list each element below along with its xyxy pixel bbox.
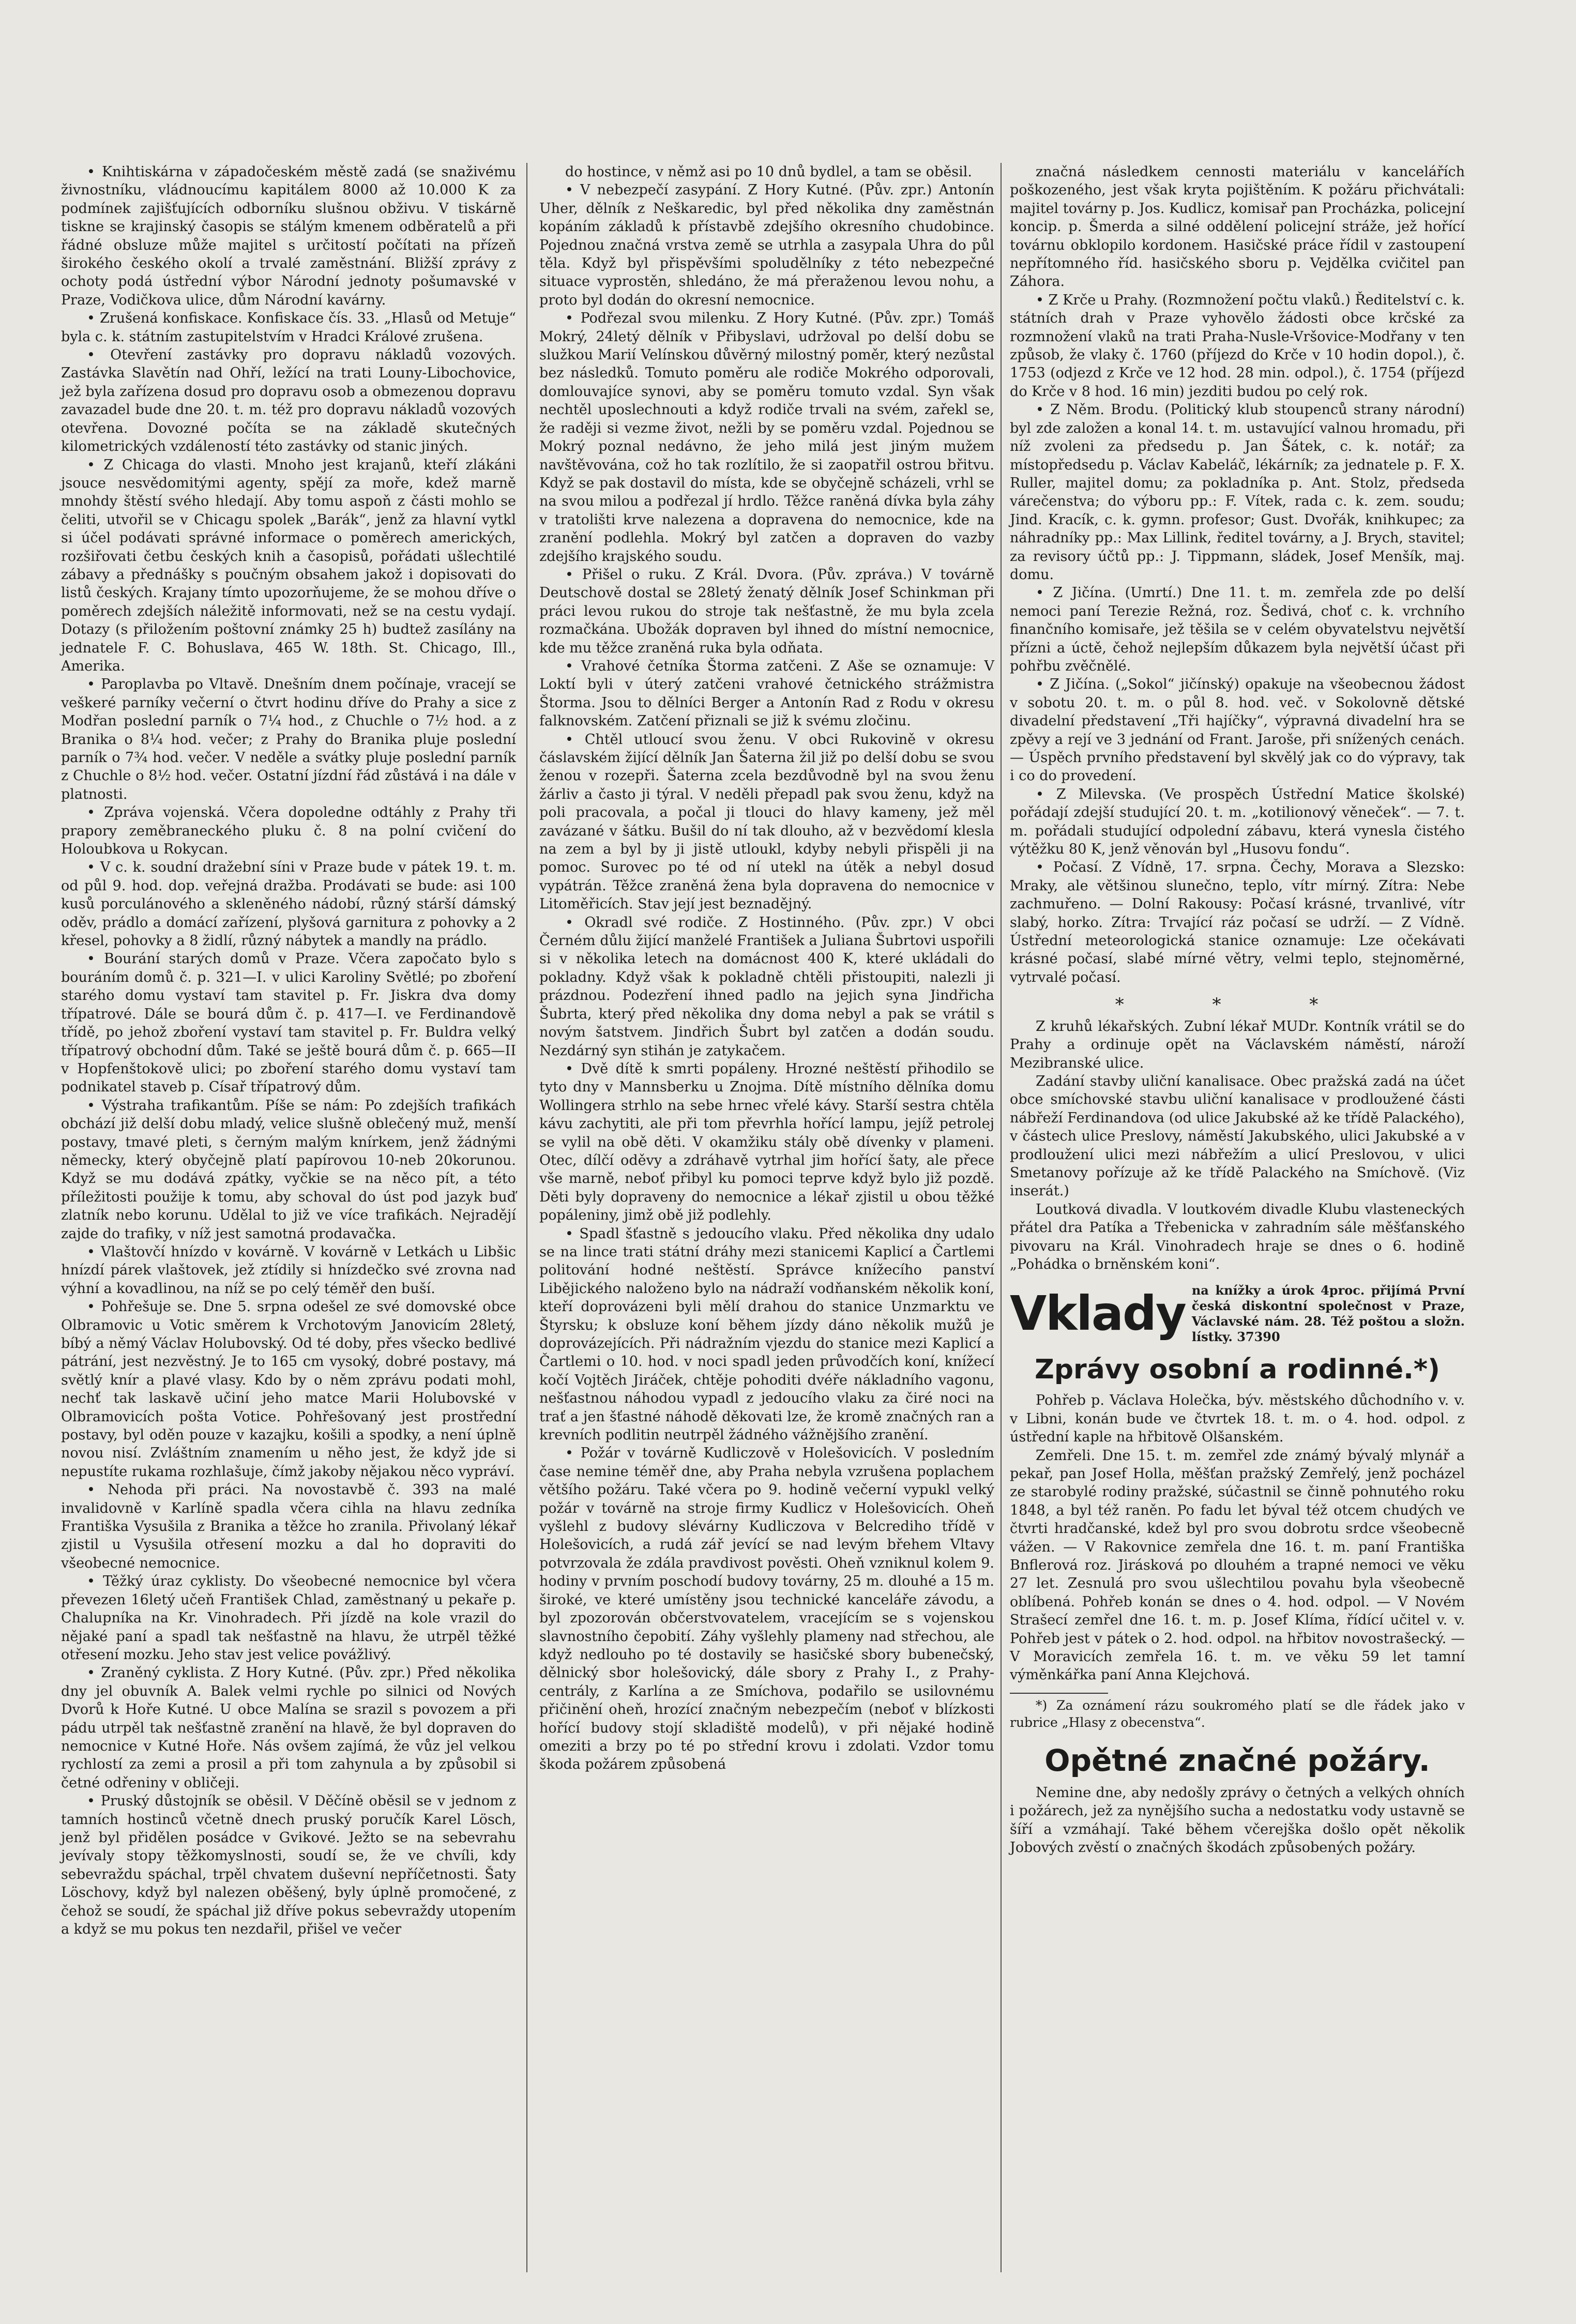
article: Zemřeli. Dne 15. t. m. zemřel zde známý bývalý mlynář a pekař, pan Josef Holla, měšťan pražský Zemřelý, jenž pocházel ze starobylé rodiny pražské, súčastnil se činně pohnutého roku 1848, a byl též raněn. Po fadu let býval též otcem chudých ve čtvrti hradčanské, kdež byl pro svou dobrotu srdce všeobecně vážen. — V Rakovnice zemřela dne 16. t. m. paní Františka Bnflerová roz. Jirásková po dlouhém a trapné nemoci ve věku 27 let. Zesnulá pro svou ušlechtilou povahu byla všeobecně oblíbená. Pohřeb konán se dnes o 4. hod. odpol. — V Novém Strašecí zemřel dne 16. t. m. p. Josef Klíma, řídící učitel v. v. Pohřeb jest v pátek o 2. hod. odpol. na hřbitov novostrašecký. — V Moravicích zemřela 16. t. m. ve věku 59 let tamní výměnkářka paní Anna Klejchová. — [1010, 1447, 1465, 1683]
article: • Počasí. Z Vídně, 17. srpna. Čechy, Morava a Slezsko: Mraky, ale většinou slunečno, teplo, vítr mírný. Zítra: Nebe zachmuřeno. — Dolní Rakousy: Počasí krásné, trvanlivé, vítr slabý, horko. Zítra: Trvající ráz počasí se udrží. — Z Vídně. Ústřední meteorologická stanice oznamuje: Lze očekávati krásné počasí, slabé mírné větry, velmi teplo, stejnoměrné, vytrvalé počasí. — [1010, 859, 1465, 985]
article: do hostince, v němž asi po 10 dnů bydlel, a tam se oběsil. — [565, 164, 972, 180]
section-heading: Opětné značné požáry. — [1044, 1742, 1430, 1778]
footnote: *) Za oznámení rázu soukromého platí se dle řádek jako v rubrice „Hlasy z obecenstva“. — [1010, 1697, 1465, 1730]
article: • Paroplavba po Vltavě. Dnešním dnem počínaje, vracejí se veškeré parníky večerní o čtvrt hodinu dříve do Prahy a sice z Modřan poslední parník o 7¼ hod., z Chuchle o 7½ hod. a z Branika o 8¼ hod. večer; z Prahy do Branika pluje poslední parník o 7¾ hod. večer. V neděle a svátky pluje poslední parník z Chuchle o 8½ hod. večer. Ostatní jízdní řád zůstává i na dále v platnosti. — [61, 676, 516, 802]
article: • Chtěl utloucí svou ženu. V obci Rukovině v okresu čáslavském žijící dělník Jan Šaterna žil již po delší dobu se svou ženou v rozepři. Šaterna zcela bezdůvodně byl na svou ženu žárliv a často ji týral. V neděli přepadl pak svou ženu, když na poli pracovala, a počal ji tlouci do hlavy kameny, jež měl zavázané v šátku. Bušil do ní tak dlouho, až v bezvědomí klesla na zem a byl by ji jistě utloukl, kdyby nebyli přispěli ji na pomoc. Surovec po té od ní utekl na útěk a nebyl dosud vypátrán. Těžce zraněná žena byla dopravena do nemocnice v Litoměřicích. Stav její jest beznadějný. — [539, 731, 994, 913]
article: • Těžký úraz cyklisty. Do všeobecné nemocnice byl včera převezen 16letý učeň František Chlad, zaměstnaný u pekaře p. Chalupníka na Kr. Vinohradech. Při jízdě na kole vrazil do nějaké paní a spadl tak nešťastně na hlavu, že utrpěl těžké otřesení mozku. Jeho stav jest velice povážlivý. — [61, 1573, 516, 1663]
article: • Zrušená konfiskace. Konfiskace čís. 33. „Hlasů od Metuje“ byla c. k. státním zastupitelstvím v Hradci Králové zrušena. — [61, 310, 516, 345]
article: • Spadl šťastně s jedoucího vlaku. Před několika dny udalo se na lince trati státní dráhy mezi stanicemi Kaplicí a Čartlemi politování hodné neštěstí. Správce knížecího panství Libějického naloženo bylo na nádraží vodňanském několik koní, kteří doprovázeni byli mělí drahou do stanice Unzmarktu ve Štyrsku; k obsluze koní během jízdy dáno několik mužů je doprovázejících. Při nádražním vjezdu do stanice mezi Kaplicí a Čartlemi o 10. hod. v noci spadl jeden průvodčích koní, knížecí kočí Vojtěch Jiráček, chtěje pohoditi dvéře nákladního vagonu, nešťastnou náhodou vypadl z jedoucího vlaku za čiré noci na trať a jen šťastné náhodě děkovati lze, že kromě značných ran a krevních podlitin neutrpěl žádného vážnějšího zranění. — [539, 1225, 994, 1444]
column-middle — [539, 163, 994, 1774]
section-heading: Zprávy osobní a rodinné.*) — [1035, 1354, 1440, 1386]
column-right — [1010, 163, 1465, 1857]
column-divider — [1001, 163, 1002, 2272]
article: Pohřeb p. Václava Holečka, býv. městského důchodního v. v. v Libni, konán bude ve čtvrtek 18. t. m. o 4. hod. odpol. z ústřední kaple na hřbitově Olšanském. — [1010, 1392, 1465, 1446]
article: • Podřezal svou milenku. Z Hory Kutné. (Pův. zpr.) Tomáš Mokrý, 24letý dělník v Přibyslavi, udržoval po delší dobu se služkou Marií Velínskou důvěrný milostný poměr, který nezůstal bez následků. Tomuto poměru ale rodiče Mokrého odporovali, domlouvajíce synovi, aby se poměru tomuto vzdal. Syn však nechtěl uposlechnouti a když rodiče trvali na svém, zařekl se, že raději si vezme život, nežli by se poměru vzdal. Pojednou se Mokrý poznal nedávno, že jeho milá jest jiným mužem navštěvována, což ho tak rozlítilo, že si zaopatřil ostrou břitvu. Když se pak dostavil do místa, kde se obyčejně scházeli, vrhl se na svou milou a podřezal jí hrdlo. Těžce raněná dívka byla záhy v tratolišti krve nalezena a dopravena do nemocnice, kde na zranění podlehla. Mokrý byl zatčen a dopraven do vazby zdejšího krajského soudu. — [539, 310, 994, 565]
article: • Pohřešuje se. Dne 5. srpna odešel ze své domovské obce Olbramovic u Votic směrem k Vrchotovým Janovicím 28letý, bíbý a němý Václav Holubovský. Od té doby, přes všecko bedlivé pátrání, jest nezvěstný. Je to 165 cm vysoký, dobré postavy, má světlý knír a plavé vlasy. Kdo by o něm zprávu podati mohl, nechť tak laskavě učiní jeho matce Marii Holubovské v Olbramovicích pošta Votice. Pohřešovaný jest prostřední postavy, byl oděn pouze v kazajku, košili a spodky, a není úplně novou nisí. Zvláštním znamením u něho jest, že když jde si nepustíte rukama rozhlašuje, čímž jakoby nějakou něco vypráví. — [61, 1299, 516, 1480]
article: • Dvě dítě k smrti popáleny. Hrozné neštěstí přihodilo se tyto dny v Mannsberku u Znojma. Dítě místního dělníka domu Wollingera strhlo na sebe hrnec vřelé kávy. Starší sestra chtěla kávu zachytiti, ale při tom převrhla hořící lampu, jejíž petrolej se vylil na obě děti. V okamžiku stály obě dívenky v plameni. Otec, dílčí oděvy a zdráhavě vytrhal jim hořící šaty, ale přece vše marně, neboť přibyl ku pomoci teprve když bylo již pozdě. Děti byly dopraveny do nemocnice a lékař zjistil u obou těžké popáleniny, jimž obě již podlehly. — [539, 1060, 994, 1224]
article: • Výstraha trafikantům. Píše se nám: Po zdejších trafikách obchází již delší dobu mladý, velice slušně oblečený muž, menší postavy, tmavé pleti, s černým malým knírkem, jenž žádnými německy, který obyčejně platí papírovou 10-neb 20korunou. Když se mu dodává zpátky, vyčkie se na něco pít, a této příležitosti použije k tomu, aby schoval do úst pod jazyk buď zlatník nebo korunu. Udělal to již ve více trafikách. Nejradějí zajde do trafiky, v níž jest samotná prodavačka. — [61, 1097, 516, 1242]
ad-text: na knížky a úrok 4proc. přijímá První česká diskontní společnost v Praze, Václavské nám. 28. Též poštou a složn. lístky. 37390 — [1191, 1283, 1465, 1345]
article: značná následkem cennosti materiálu v kancelářích poškozeného, jest však kryta pojištěním. K požáru přichvátali: majitel továrny p. Jos. Kudlicz, komisař pan Procházka, policejní koncip. p. Šmerda a silné oddělení policejní stráže, jež hořící továrnu obklopilo kordonem. Hasičské práce řídil v zastoupení nepřítomného říd. hasičského sboru p. Vejdělka cvičitel pan Záhora. — [1010, 164, 1465, 290]
article: • Nehoda při práci. Na novostavbě č. 393 na malé invalidovně v Karlíně spadla včera cihla na hlavu zedníka Františka Vysušila z Branika a těžce ho zranila. Přivolaný lékař zjistil u Vysušila otřesení mozku a dal ho dopraviti do všeobecné nemocnice. — [61, 1482, 516, 1571]
article: • Vlaštovčí hnízdo v kovárně. V kovárně v Letkách u Libšic hnízdí párek vlaštovek, jež ztídily si hnízdečko své zrovna nad výhní a kovadlinou, na níž se po celý téměř den buší. — [61, 1243, 516, 1297]
article: • Z Něm. Brodu. (Politický klub stoupenců strany národní) byl zde založen a konal 14. t. m. ustavující valnou hromadu, při níž zvoleni za předsedu p. Jan Šátek, c. k. notář; za místopředsedu p. Václav Kabeláč, lékárník; za jednatele p. F. X. Ruller, majitel domu; za pokladníka p. Ant. Stolz, předseda várečenstva; do výboru pp.: F. Vítek, rada c. k. zem. soudu; Jind. Kracík, c. k. gymn. profesor; Gust. Dvořák, knihkupec; za náhradníky pp.: Max Lillink, ředitel továrny, a J. Brych, stavitel; za revisory účtů pp.: J. Tippmann, sládek, Josef Menšík, maj. domu. — [1010, 402, 1465, 583]
article: • Požár v továrně Kudliczově v Holešovicích. V posledním čase nemine téměř dne, aby Praha nebyla vzrušena poplachem většího požáru. Také včera po 9. hodině večerní vypukl velký požár v továrně na stroje firmy Kudlicz v Holešovicích. Oheň vyšlehl z budovy slévárny Kudliczova v Belcrediho třídě v Holešovicích, a rudá zář jevící se nad levým břehem Vltavy potvrzovala že zdála pravdivost pověsti. Oheň vzniknul kolem 9. hodiny v prvním poschodí budovy továrny, 25 m. dlouhé a 15 m. široké, ve které umístěny jsou technické kanceláře závodu, a byl zpozorován občerstvovatelem, vracejícím se s vojenskou slavnostního čepobití. Záhy vyšlehly plameny nad střechou, ale když nedlouho po té dostavily se hasičské sbory bubenečský, dělnický sbor holešovický, dále sbory z Prahy I., z Prahy-centrály, z Karlína a ze Smíchova, podařilo se usilovnému přičinění oheň, hrozící značným nebezpečím (neboť v blízkosti hořící budovy stojí skladiště modelů), v při nějaké hodině omeziti a brzy po té po střední krovu i zdolati. Vzdor tomu škoda požárem způsobená — [539, 1445, 994, 1773]
article: • Otevření zastávky pro dopravu nákladů vozových. Zastávka Slavětín nad Ohří, ležící na trati Louny-Libochovice, jež byla zařízena dosud pro dopravu osob a obmezenou dopravu zavazadel bude dne 20. t. m. též pro dopravu nákladů vozových otevřena. Dovozné počíta se na základě skutečných kilometrických vzdáleností této zastávky od stanic jiných. — [61, 347, 516, 455]
article: • Vrahové četníka Štorma zatčeni. Z Aše se oznamuje: V Loktí byli v úterý zatčeni vrahové četnického strážmistra Štorma. Jsou to dělníci Berger a Antonín Rad z Rodu v okresu falknovském. Zatčení přiznali se již k svému zločinu. — [539, 658, 994, 730]
article: • Z Krče u Prahy. (Rozmnožení počtu vlaků.) Ředitelství c. k. státních drah v Praze vyhovělo žádosti obce krčské za rozmnožení vlaků na trati Praha-Nusle-Vršovice-Modřany v ten způsob, že vlaky č. 1760 (příjezd do Krče v 10 hodin dopol.), č. 1753 (odjezd z Krče ve 12 hod. 28 min. odpol.), č. 1754 (příjezd do Krče v 8 hod. 16 min) jezditi budou po celý rok. — [1010, 292, 1465, 400]
article: • Z Chicaga do vlasti. Mnoho jest krajanů, kteří zlákáni jsouce nesvědomitými agenty, spějí za moře, kdež marně mnohdy štěstí svého hledají. Aby tomu aspoň z části mohlo se čeliti, utvořil se v Chicagu spolek „Barák“, jenž za hlavní vytkl si účel podávati správné informace o poměrech amerických, rozšiřovati četbu českých knih a časopisů, pořádati ušlechtilé zábavy a přednášky s poučným obsahem jakož i dopisovati do listů českých. Krajany tímto upozorňujeme, že se mohou dříve o poměrech zdejších náležitě informovati, než se na cestu vydají. Dotazy (s přiložením poštovní známky 25 h) budtež zasílány na jednatele F. C. Bohuslava, 465 W. 18th. St. Chicago, Ill., Amerika. — [61, 457, 516, 674]
article: Nemine dne, aby nedošly zprávy o četných a velkých ohních i požárech, jež za nynějšího sucha a nedostatku vody ustavně se šíří a vzmáhají. Také během včerejška došlo opět několik Jobových zvěstí o značných škodách způsobených požáry. — [1010, 1784, 1465, 1856]
advertisement — [1010, 1283, 1465, 1345]
article: • Bourání starých domů v Praze. Včera započato bylo s bouráním domů č. p. 321—I. v ulici Karoliny Světlé; po zboření starého domu vystaví tam stavitel p. Fr. Jiskra dva domy třípatrové. Dále se bourá dům č. p. 417—I. ve Ferdinandově třídě, po jehož zboření vystaví tam stavitel p. Fr. Buldra velký třípatrový obchodní dům. Také se ještě bourá dům č. p. 665—II v Hopfenštokově ulici; po zboření starého domu vystaví tam podnikatel staveb p. Císař třípatrový dům. — [61, 951, 516, 1096]
article: • Přišel o ruku. Z Král. Dvora. (Pův. zpráva.) V továrně Deutschově dostal se 28letý ženatý dělník Josef Schinkman při práci levou rukou do stroje tak nešťastně, že mu byla zcela rozmačkána. Ubožák dopraven byl ihned do místní nemocnice, kde mu těžce zraněná ruka byla odňata. — [539, 566, 994, 656]
column-left — [61, 163, 516, 1938]
article: • V c. k. soudní dražební síni v Praze bude v pátek 19. t. m. od půl 9. hod. dop. veřejná dražba. Prodávati se bude: asi 100 kusů porculánového a skleněného nádobí, různý stárší dámský oděv, prádlo a domácí zařízení, plyšová garnitura z pohovky a 2 křesel, pohovky a 8 židlí, různý nábytek a mandly na prádlo. — [61, 859, 516, 949]
article: • V nebezpečí zasypání. Z Hory Kutné. (Pův. zpr.) Antonín Uher, dělník z Neškaredic, byl před několika dny zaměstnán kopáním základů k přístavbě zdejšího okresního chudobince. Pojednou značná vrstva země se utrhla a zasypala Uhra do půl těla. Když byl přispěvšími spoludělníky z této nebezpečné situace vyprostěn, shledáno, že má přeraženou levou nohu, a proto byl dodán do okresní nemocnice. — [539, 182, 994, 308]
article: • Z Jičína. (Umrtí.) Dne 11. t. m. zemřela zde po delší nemoci paní Terezie Režná, roz. Šedivá, choť c. k. vrchního finančního komisaře, jež těšila se v celém obyvatelstvu největší přízni a úctě, čehož nejlepším důkazem byla největší účast při pohřbu zvěčnělé. — [1010, 585, 1465, 674]
article: Zadání stavby uliční kanalisace. Obec pražská zadá na účet obce smíchovské stavbu uliční kanalisace v prodloužené části nábřeží Ferdinandova (od ulice Jakubské až ke třídě Palackého), v částech ulice Preslovy, náměstí Jakubského, ulici Jakubské a v prodloužení ulici mezi nábřežím a ulicí Preslovou, v ulici Smetanovy pořízuje až ke třídě Palackého na Smíchově. (Viz inserát.) — [1010, 1073, 1465, 1199]
article: Loutková divadla. V loutkovém divadle Klubu vlasteneckých přátel dra Patíka a Třebenicka v zahradním sále měšťanského pivovaru na Král. Vinohradech hraje se dnes o 6. hodině „Pohádka o brněnském koni“. — [1010, 1201, 1465, 1272]
ad-headline: Vklady — [1010, 1286, 1186, 1342]
article: • Knihtiskárna v západočeském městě zadá (se snaživému živnostníku, vládnoucímu kapitálem 8000 až 10.000 K za podmínek zajišťujících odborníku slušnou obživu. V tiskárně tiskne se krajinský časopis se stálým kmenem odběratelů a při řádné obsluze může majitel s určitostí počítati na přízeň širokého českého okolí a trvalé zaměstnání. Bližší zprávy z ochoty podá ústřední výbor Národní jednoty pošumavské v Praze, Vodičkova ulice, dům Národní kavárny. — [61, 164, 516, 308]
article: • Okradl své rodiče. Z Hostinného. (Pův. zpr.) V obci Černém důlu žijící manželé František a Juliana Šubrtovi uspořili si v několika letech na domácnost 400 K, které ukládali do pokladny. Když však k pokladně chtěli přistoupiti, nalezli ji prázdnou. Podezření ihned padlo na jejich syna Jindřicha Šubrta, který před několika dny doma nebyl a pak se vrátil s novým šatstvem. Jindřich Šubrt byl zatčen a dodán soudu. Nezdárný syn stihán je zatykačem. — [539, 914, 994, 1059]
article: • Zraněný cyklista. Z Hory Kutné. (Pův. zpr.) Před několika dny jel obuvník A. Balek velmi rychle po silnici od Nových Dvorů k Hoře Kutné. U obce Malína se srazil s povozem a při pádu utrpěl tak nešťastně zranění na hlavě, že byl dopraven do nemocnice v Kutné Hoře. Nás ovšem zajímá, že vůz jel velkou rychlostí za zemi a prosil a při tom zahynula a by způsobil si četné odřeniny v obličeji. — [61, 1665, 516, 1791]
article: Z kruhů lékařských. Zubní lékař MUDr. Kontník vrátil se do Prahy a ordinuje opět na Václavském náměstí, nároží Mezibranské ulice. — [1010, 1018, 1465, 1071]
footnote-rule — [1010, 1693, 1108, 1694]
article: • Z Milevska. (Ve prospěch Ústřední Matice školské) pořádají zdejší studující 20. t. m. „kotilionový věneček“. — 7. t. m. pořádali studující odpolední zábavu, která vynesla čistého výtěžku 80 K, jenž věnován byl „Husovu fondu“. — [1010, 786, 1465, 858]
article: • Pruský důstojník se oběsil. V Děčíně oběsil se v jednom z tamních hostinců včetně dnech pruský poručík Karel Lösch, jenž byl přidělen posádce v Gvikové. Ježto se na sebevrahu jevívaly stopy těžkomyslnosti, soudí se, že ve chvíli, kdy sebevraždu spáchal, trpěl chvatem duševní nepříčetnosti. Šaty Löschovy, když byl nalezen oběšený, byly úplně promočené, z čehož se soudí, že spáchal již dříve pokus sebevraždy utopením a když se mu pokus ten nezdařil, přišel ve večer — [61, 1793, 516, 1937]
article: • Z Jičína. („Sokol“ jičínský) opakuje na všeobecnou žádost v sobotu 20. t. m. o půl 8. hod. več. v Sokolovně dětské divadelní představení „Tři hajíčky“, výpravná divadelní hra se zpěvy a rejí ve 3 jednání od Frant. Jaroše, při snížených cenách. — Úspěch prvního představení byl skvělý jak co do výpravy, tak i co do provedení. — [1010, 676, 1465, 784]
column-divider — [526, 163, 527, 2272]
section-stars: * * * — [1115, 994, 1360, 1015]
article: • Zpráva vojenská. Včera dopoledne odtáhly z Prahy tři prapory zeměbraneckého pluku č. 8 na polní cvičení do Holoubkova u Rokycan. — [61, 804, 516, 858]
